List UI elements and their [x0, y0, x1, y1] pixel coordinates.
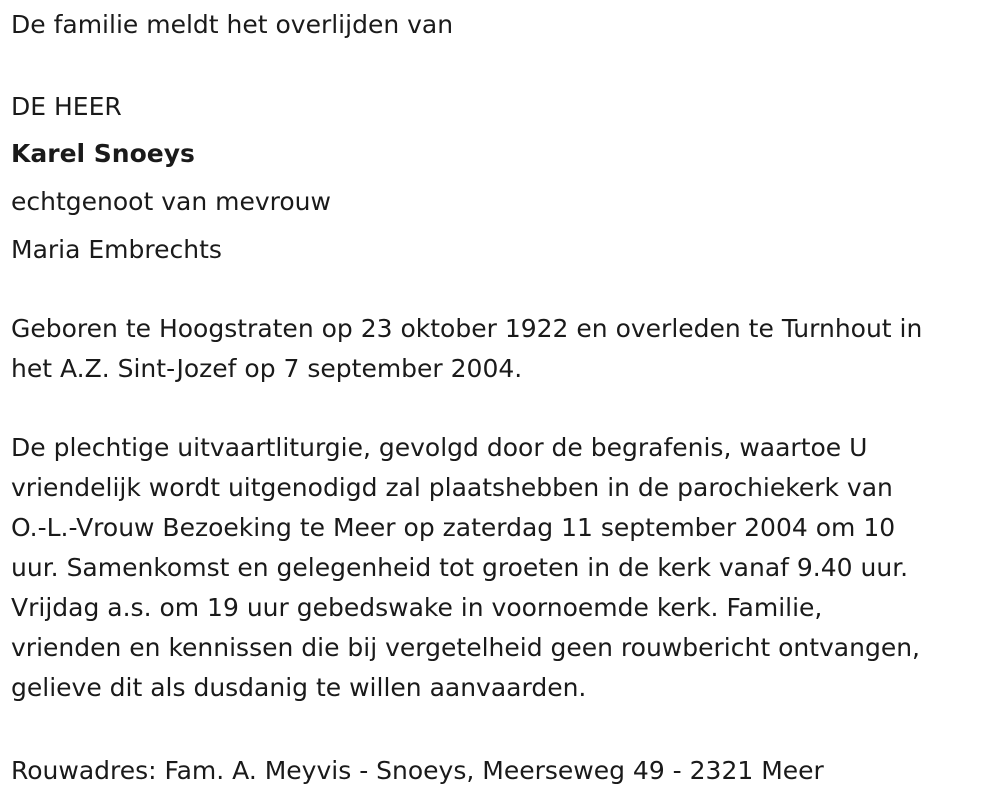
spouse-label: echtgenoot van mevrouw — [11, 187, 331, 216]
paragraph-line: het A.Z. Sint-Jozef op 7 september 2004. — [11, 354, 523, 383]
paragraph-line: Vrijdag a.s. om 19 uur gebedswake in voornoemde kerk. Familie, — [11, 593, 823, 622]
paragraph-line: vrienden en kennissen die bij vergetelheid geen rouwbericht ontvangen, — [11, 633, 921, 662]
paragraph-line: vriendelijk wordt uitgenodigd zal plaatshebben in de parochiekerk van — [11, 473, 893, 502]
honorific: DE HEER — [11, 92, 122, 121]
birth-death-paragraph — [11, 309, 996, 389]
spouse-name: Maria Embrechts — [11, 235, 222, 264]
funeral-paragraph — [11, 428, 996, 708]
paragraph-line: gelieve dit als dusdanig te willen aanvaarden. — [11, 673, 587, 702]
deceased-name: Karel Snoeys — [11, 139, 195, 168]
paragraph-line: uur. Samenkomst en gelegenheid tot groeten in de kerk vanaf 9.40 uur. — [11, 553, 909, 582]
paragraph-line: O.-L.-Vrouw Bezoeking te Meer op zaterdag 11 september 2004 om 10 — [11, 513, 896, 542]
paragraph-line: Geboren te Hoogstraten op 23 oktober 1922 en overleden te Turnhout in — [11, 314, 923, 343]
intro-text: De familie meldt het overlijden van — [11, 10, 454, 39]
mourning-address: Rouwadres: Fam. A. Meyvis - Snoeys, Meerseweg 49 - 2321 Meer — [11, 756, 824, 785]
paragraph-line: De plechtige uitvaartliturgie, gevolgd door de begrafenis, waartoe U — [11, 433, 868, 462]
